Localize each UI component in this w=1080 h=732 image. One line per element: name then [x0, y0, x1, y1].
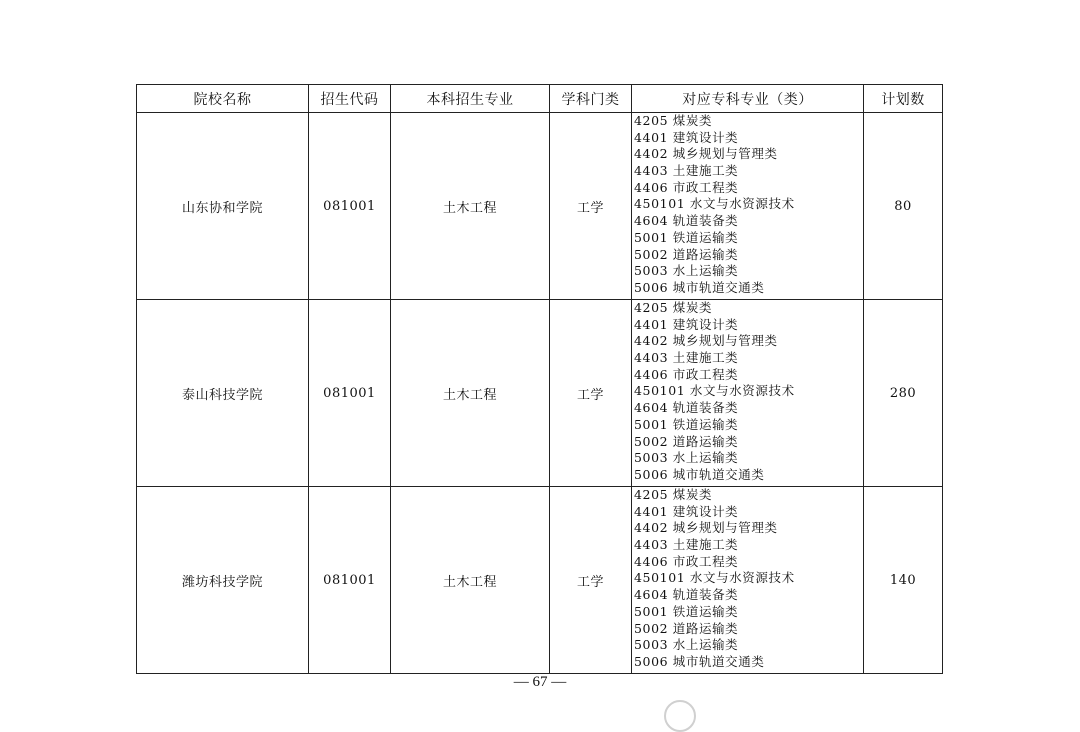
discipline-cell: 工学: [550, 300, 632, 487]
undergrad-major-cell: 土木工程: [391, 113, 550, 300]
list-item: 5006 城市轨道交通类: [634, 653, 765, 669]
header-undergrad-major: 本科招生专业: [391, 85, 550, 113]
plan-count-cell: 80: [864, 113, 943, 300]
related-majors-cell: [632, 300, 864, 487]
table-row: [137, 113, 943, 300]
list-item: 5001 铁道运输类: [634, 603, 739, 619]
enrollment-code-cell: 081001: [309, 113, 391, 300]
list-item: 5003 水上运输类: [634, 263, 739, 279]
list-item: 5002 道路运输类: [634, 433, 739, 449]
list-item: 450101 水文与水资源技术: [634, 383, 795, 399]
list-item: 4402 城乡规划与管理类: [634, 146, 778, 162]
header-discipline: 学科门类: [550, 85, 632, 113]
header-school-name: 院校名称: [137, 85, 309, 113]
list-item: 4403 土建施工类: [634, 537, 739, 553]
enrollment-code-cell: 081001: [309, 487, 391, 674]
list-item: 4403 土建施工类: [634, 350, 739, 366]
list-item: 4205 煤炭类: [634, 300, 713, 315]
table-header: [137, 85, 943, 113]
table-body: [137, 113, 943, 674]
list-item: 4604 轨道装备类: [634, 213, 739, 229]
list-item: 4406 市政工程类: [634, 553, 739, 569]
list-item: 5002 道路运输类: [634, 246, 739, 262]
scan-watermark-circle: [664, 700, 696, 732]
list-item: 4205 煤炭类: [634, 487, 713, 502]
list-item: 450101 水文与水资源技术: [634, 570, 795, 586]
list-item: 4205 煤炭类: [634, 113, 713, 128]
list-item: 5003 水上运输类: [634, 450, 739, 466]
enrollment-code-cell: 081001: [309, 300, 391, 487]
list-item: 5006 城市轨道交通类: [634, 279, 765, 295]
discipline-cell: 工学: [550, 113, 632, 300]
list-item: 4604 轨道装备类: [634, 587, 739, 603]
header-related-majors: 对应专科专业（类）: [632, 85, 864, 113]
related-majors-list: [634, 300, 863, 484]
plan-count-cell: 280: [864, 300, 943, 487]
related-majors-list: [634, 113, 863, 297]
list-item: 4403 土建施工类: [634, 163, 739, 179]
enrollment-plan-table: [136, 84, 943, 674]
list-item: 4604 轨道装备类: [634, 400, 739, 416]
list-item: 4402 城乡规划与管理类: [634, 520, 778, 536]
list-item: 450101 水文与水资源技术: [634, 196, 795, 212]
list-item: 4406 市政工程类: [634, 366, 739, 382]
header-enrollment-code: 招生代码: [309, 85, 391, 113]
list-item: 5006 城市轨道交通类: [634, 466, 765, 482]
header-plan-count: 计划数: [864, 85, 943, 113]
header-row: [137, 85, 943, 113]
undergrad-major-cell: 土木工程: [391, 487, 550, 674]
list-item: 5001 铁道运输类: [634, 229, 739, 245]
list-item: 5002 道路运输类: [634, 620, 739, 636]
list-item: 4406 市政工程类: [634, 179, 739, 195]
undergrad-major-cell: 土木工程: [391, 300, 550, 487]
discipline-cell: 工学: [550, 487, 632, 674]
list-item: 4401 建筑设计类: [634, 316, 739, 332]
table-row: [137, 300, 943, 487]
list-item: 4401 建筑设计类: [634, 129, 739, 145]
school-name-cell: 山东协和学院: [137, 113, 309, 300]
list-item: 4401 建筑设计类: [634, 503, 739, 519]
list-item: 4402 城乡规划与管理类: [634, 333, 778, 349]
list-item: 5001 铁道运输类: [634, 416, 739, 432]
plan-count-cell: 140: [864, 487, 943, 674]
list-item: 5003 水上运输类: [634, 637, 739, 653]
school-name-cell: 潍坊科技学院: [137, 487, 309, 674]
related-majors-cell: [632, 113, 864, 300]
table-row: [137, 487, 943, 674]
related-majors-cell: [632, 487, 864, 674]
school-name-cell: 泰山科技学院: [137, 300, 309, 487]
related-majors-list: [634, 487, 863, 671]
page-number: — 67 —: [513, 674, 567, 690]
